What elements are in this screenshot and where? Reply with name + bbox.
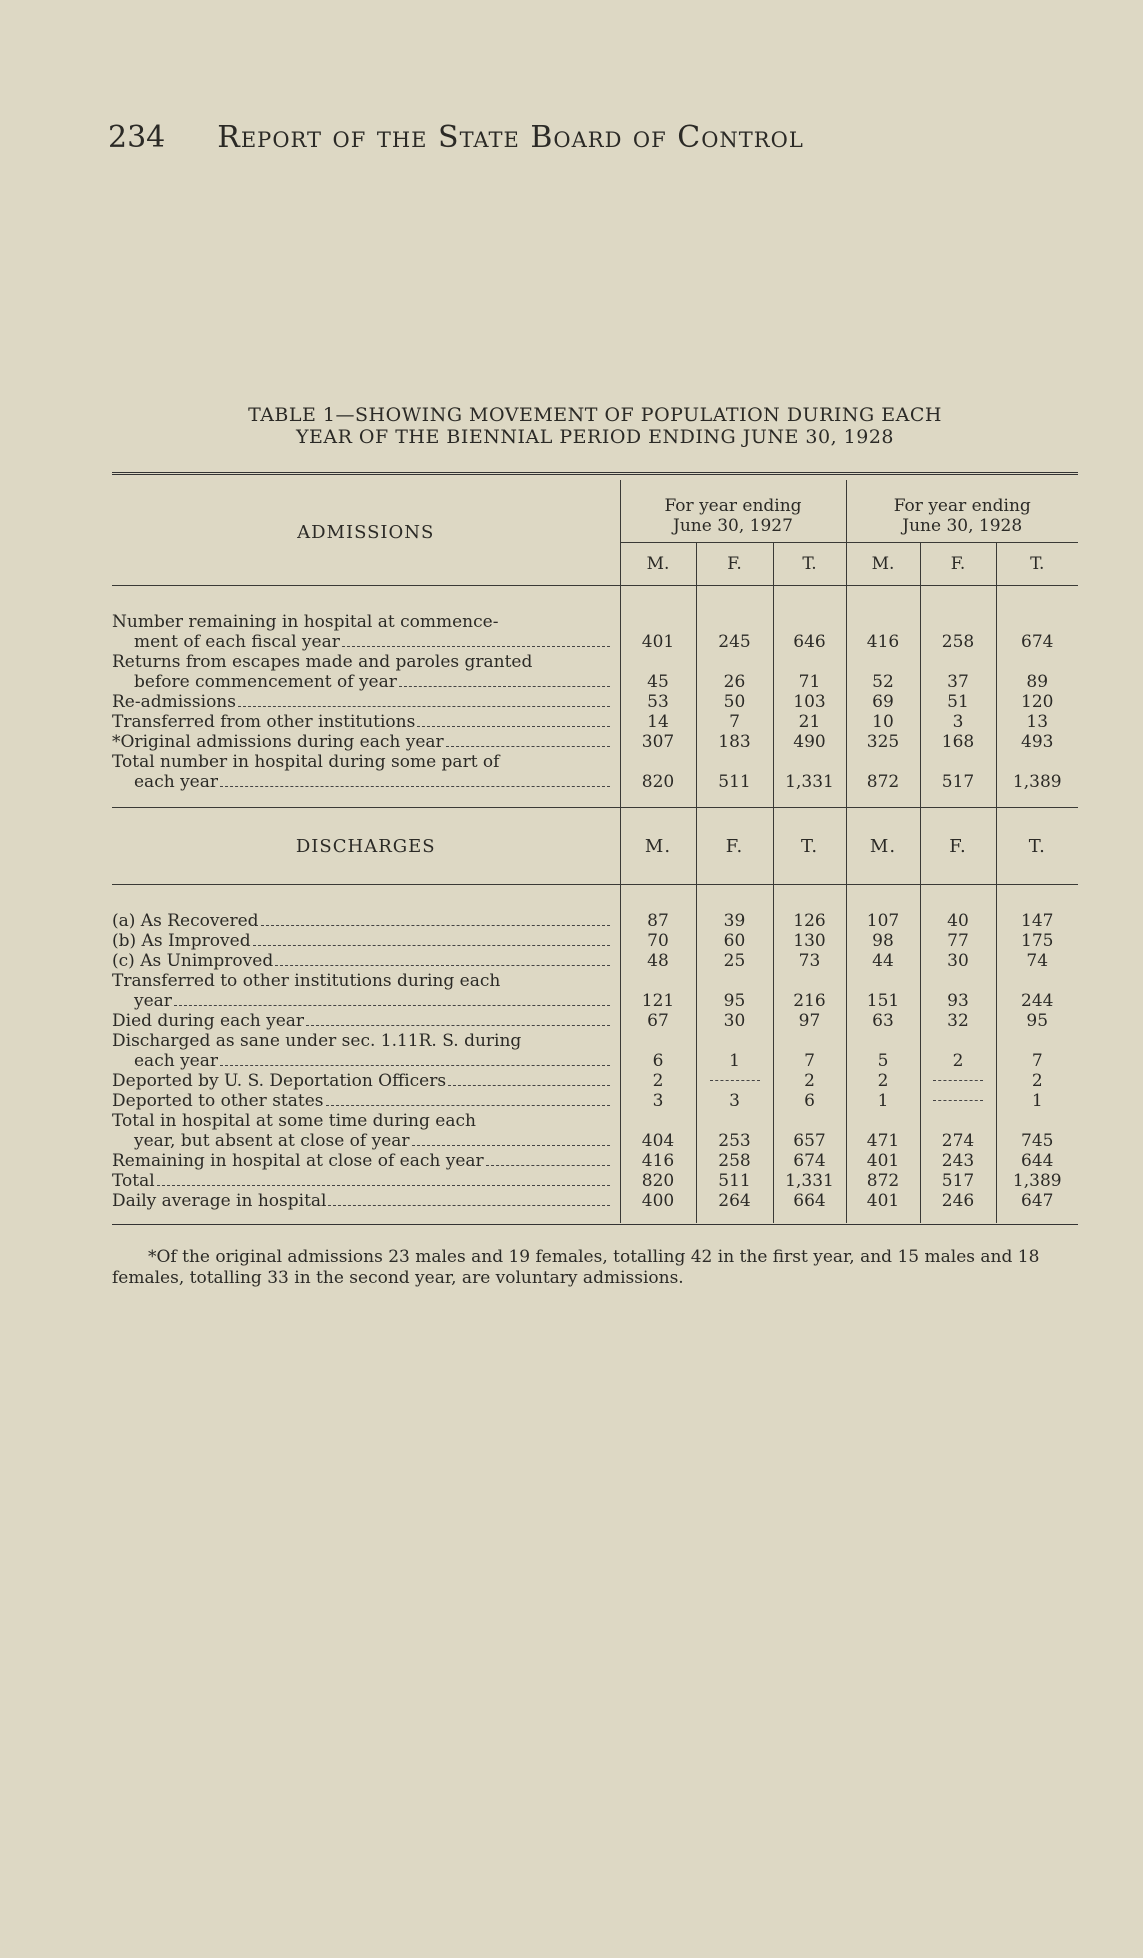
row-label: [112, 911, 620, 931]
row-label-text: Number remaining in hospital at commence-: [112, 611, 499, 632]
value-cell: 95: [996, 1011, 1078, 1031]
value-cell: 103: [773, 692, 846, 712]
value-cell: 2: [996, 1071, 1078, 1091]
value-cell: 3: [696, 1091, 773, 1111]
page-header: [108, 120, 804, 155]
discharges-row: [112, 971, 1078, 1011]
value-cell: 107: [846, 911, 920, 931]
row-label: [112, 652, 620, 692]
dis-col-header-m-1928: M.: [846, 808, 920, 885]
row-label: [112, 1091, 620, 1111]
admissions-row: [112, 732, 1078, 752]
value-cell: 274: [920, 1111, 996, 1151]
col-header-m-1927: M.: [620, 543, 696, 586]
value-cell: 1: [996, 1091, 1078, 1111]
value-cell: 511: [696, 1171, 773, 1191]
row-label-text: Deported to other states: [112, 1090, 324, 1111]
admissions-rows: [112, 612, 1078, 792]
period-1928-header: [846, 480, 1078, 543]
value-cell: 258: [696, 1151, 773, 1171]
value-cell: 253: [696, 1111, 773, 1151]
value-cell: 7: [696, 712, 773, 732]
value-cell: 39: [696, 911, 773, 931]
admissions-row: [112, 652, 1078, 692]
row-label-text: ment of each fiscal year: [134, 631, 340, 652]
row-label-text: (a) As Recovered: [112, 910, 259, 931]
period-1928-line-2: June 30, 1928: [902, 516, 1023, 536]
table-bottom-rule: [112, 1224, 1078, 1225]
discharges-heading: DISCHARGES: [112, 808, 620, 885]
row-label: [112, 1071, 620, 1091]
discharges-row: [112, 1111, 1078, 1151]
discharges-row: [112, 951, 1078, 971]
value-cell: 517: [920, 752, 996, 792]
row-label: [112, 1111, 620, 1151]
value-cell: 93: [920, 971, 996, 1011]
value-cell: 872: [846, 752, 920, 792]
row-label: [112, 712, 620, 732]
period-1927-header: [620, 480, 846, 543]
admissions-row: [112, 712, 1078, 732]
caption-line-2: YEAR OF THE BIENNIAL PERIOD ENDING JUNE 30, 1928: [295, 426, 895, 448]
value-cell: 147: [996, 911, 1078, 931]
value-cell: 416: [620, 1151, 696, 1171]
value-cell: 40: [920, 911, 996, 931]
col-header-f-1927: F.: [696, 543, 773, 586]
value-cell: 216: [773, 971, 846, 1011]
value-cell: 73: [773, 951, 846, 971]
value-cell: 1: [846, 1091, 920, 1111]
value-cell: 30: [696, 1011, 773, 1031]
value-cell: 820: [620, 752, 696, 792]
row-label: [112, 1011, 620, 1031]
value-cell: 416: [846, 612, 920, 652]
value-cell: 74: [996, 951, 1078, 971]
row-label-text: Transferred to other institutions during each: [112, 970, 501, 991]
value-cell: 2: [620, 1071, 696, 1091]
value-cell: 517: [920, 1171, 996, 1191]
admissions-row: [112, 692, 1078, 712]
value-cell: 67: [620, 1011, 696, 1031]
row-label-text: Remaining in hospital at close of each year: [112, 1150, 484, 1171]
value-cell: 130: [773, 931, 846, 951]
value-cell: 401: [846, 1151, 920, 1171]
value-cell: 644: [996, 1151, 1078, 1171]
value-cell: 87: [620, 911, 696, 931]
value-cell: 646: [773, 612, 846, 652]
dis-col-header-t-1928: T.: [996, 808, 1078, 885]
value-cell: 121: [620, 971, 696, 1011]
dis-col-header-m-1927: M.: [620, 808, 696, 885]
value-cell: 51: [920, 692, 996, 712]
discharges-row: [112, 1071, 1078, 1091]
discharges-row: [112, 1011, 1078, 1031]
table-caption: [100, 404, 1090, 448]
value-cell: 745: [996, 1111, 1078, 1151]
value-cell: 7: [996, 1031, 1078, 1071]
value-cell: 243: [920, 1151, 996, 1171]
row-label-text: Died during each year: [112, 1010, 305, 1031]
discharges-row: [112, 1191, 1078, 1211]
value-cell: 1,331: [773, 1171, 846, 1191]
row-label-text: Discharged as sane under sec. 1.11R. S. during: [112, 1030, 522, 1051]
value-cell: 246: [920, 1191, 996, 1211]
value-cell: 3: [620, 1091, 696, 1111]
value-cell: 1,331: [773, 752, 846, 792]
value-cell: 1,389: [996, 1171, 1078, 1191]
value-cell: 674: [773, 1151, 846, 1171]
value-cell: 404: [620, 1111, 696, 1151]
value-cell: 490: [773, 732, 846, 752]
value-cell: 401: [620, 612, 696, 652]
value-cell: [920, 1091, 996, 1111]
row-label: [112, 931, 620, 951]
caption-line-1: TABLE 1—SHOWING MOVEMENT OF POPULATION DURING EACH: [248, 404, 942, 426]
row-label-text: Deported by U. S. Deportation Officers: [112, 1070, 447, 1091]
value-cell: 77: [920, 931, 996, 951]
discharges-row: [112, 1171, 1078, 1191]
discharges-row: [112, 931, 1078, 951]
row-label-text: year: [134, 990, 172, 1011]
value-cell: 647: [996, 1191, 1078, 1211]
value-cell: 151: [846, 971, 920, 1011]
col-header-f-1928: F.: [920, 543, 996, 586]
value-cell: 168: [920, 732, 996, 752]
row-label: [112, 752, 620, 792]
value-cell: 1,389: [996, 752, 1078, 792]
running-title: Report of the State Board of Control: [217, 120, 804, 155]
row-label-text: (b) As Improved: [112, 930, 251, 951]
value-cell: 13: [996, 712, 1078, 732]
admissions-row: [112, 752, 1078, 792]
value-cell: 69: [846, 692, 920, 712]
value-cell: 6: [773, 1091, 846, 1111]
period-1928-line-1: For year ending: [893, 496, 1031, 516]
value-cell: 14: [620, 712, 696, 732]
col-header-t-1928: T.: [996, 543, 1078, 586]
value-cell: 95: [696, 971, 773, 1011]
row-label-text: Daily average in hospital: [112, 1190, 327, 1211]
value-cell: [920, 1071, 996, 1091]
value-cell: 264: [696, 1191, 773, 1211]
row-label-text: before commencement of year: [134, 671, 397, 692]
row-label-text: (c) As Unimproved: [112, 950, 274, 971]
row-label-text: Total number in hospital during some part of: [112, 751, 500, 772]
row-label: [112, 692, 620, 712]
period-1927-line-1: For year ending: [664, 496, 802, 516]
row-label-text: Transferred from other institutions: [112, 711, 416, 732]
value-cell: 70: [620, 931, 696, 951]
value-cell: 471: [846, 1111, 920, 1151]
value-cell: 258: [920, 612, 996, 652]
page-number: 234: [108, 120, 166, 155]
value-cell: [696, 1071, 773, 1091]
value-cell: 3: [920, 712, 996, 732]
row-label-text: Total in hospital at some time during each: [112, 1110, 476, 1131]
period-1927-line-2: June 30, 1927: [673, 516, 793, 536]
discharges-row: [112, 1091, 1078, 1111]
dis-col-header-f-1927: F.: [696, 808, 773, 885]
value-cell: 126: [773, 911, 846, 931]
value-cell: 63: [846, 1011, 920, 1031]
value-cell: 5: [846, 1031, 920, 1071]
value-cell: 37: [920, 652, 996, 692]
admissions-heading: ADMISSIONS: [112, 480, 620, 586]
row-label-text: Total: [112, 1170, 155, 1191]
value-cell: 2: [846, 1071, 920, 1091]
discharges-row: [112, 1031, 1078, 1071]
value-cell: 44: [846, 951, 920, 971]
value-cell: 97: [773, 1011, 846, 1031]
value-cell: 400: [620, 1191, 696, 1211]
value-cell: 26: [696, 652, 773, 692]
table-top-rule: [112, 472, 1078, 475]
value-cell: 7: [773, 1031, 846, 1071]
row-label-text: *Original admissions during each year: [112, 731, 444, 752]
value-cell: 325: [846, 732, 920, 752]
value-cell: 2: [920, 1031, 996, 1071]
value-cell: 493: [996, 732, 1078, 752]
value-cell: 30: [920, 951, 996, 971]
value-cell: 674: [996, 612, 1078, 652]
value-cell: 183: [696, 732, 773, 752]
value-cell: 10: [846, 712, 920, 732]
row-label-text: each year: [134, 1050, 218, 1071]
value-cell: 657: [773, 1111, 846, 1151]
admissions-row: [112, 612, 1078, 652]
discharges-rows: [112, 911, 1078, 1211]
row-label: [112, 1191, 620, 1211]
value-cell: 1: [696, 1031, 773, 1071]
row-label: [112, 1151, 620, 1171]
col-header-m-1928: M.: [846, 543, 920, 586]
value-cell: 2: [773, 1071, 846, 1091]
value-cell: 6: [620, 1031, 696, 1071]
value-cell: 50: [696, 692, 773, 712]
col-header-t-1927: T.: [773, 543, 846, 586]
row-label-text: Re-admissions: [112, 691, 236, 712]
value-cell: 45: [620, 652, 696, 692]
value-cell: 120: [996, 692, 1078, 712]
dis-col-header-t-1927: T.: [773, 808, 846, 885]
value-cell: 71: [773, 652, 846, 692]
discharges-row: [112, 1151, 1078, 1171]
value-cell: 175: [996, 931, 1078, 951]
value-cell: 25: [696, 951, 773, 971]
value-cell: 52: [846, 652, 920, 692]
row-label: [112, 1031, 620, 1071]
dis-col-header-f-1928: F.: [920, 808, 996, 885]
value-cell: 21: [773, 712, 846, 732]
value-cell: 511: [696, 752, 773, 792]
value-cell: 98: [846, 931, 920, 951]
discharges-row: [112, 911, 1078, 931]
value-cell: 48: [620, 951, 696, 971]
row-label: [112, 971, 620, 1011]
value-cell: 245: [696, 612, 773, 652]
row-label: [112, 732, 620, 752]
row-label-text: each year: [134, 771, 218, 792]
row-label-text: year, but absent at close of year: [134, 1130, 410, 1151]
value-cell: 53: [620, 692, 696, 712]
row-label: [112, 951, 620, 971]
value-cell: 664: [773, 1191, 846, 1211]
population-table: [112, 480, 1078, 1223]
value-cell: 60: [696, 931, 773, 951]
value-cell: 401: [846, 1191, 920, 1211]
row-label-text: Returns from escapes made and paroles granted: [112, 651, 533, 672]
value-cell: 307: [620, 732, 696, 752]
value-cell: 244: [996, 971, 1078, 1011]
row-label: [112, 612, 620, 652]
value-cell: 820: [620, 1171, 696, 1191]
value-cell: 872: [846, 1171, 920, 1191]
value-cell: 89: [996, 652, 1078, 692]
footnote: *Of the original admissions 23 males and 19 females, totalling 42 in the first year, and 15 males and 18 females, totalling 33 in the second year, are voluntary admissions.: [112, 1247, 1040, 1288]
value-cell: 32: [920, 1011, 996, 1031]
row-label: [112, 1171, 620, 1191]
